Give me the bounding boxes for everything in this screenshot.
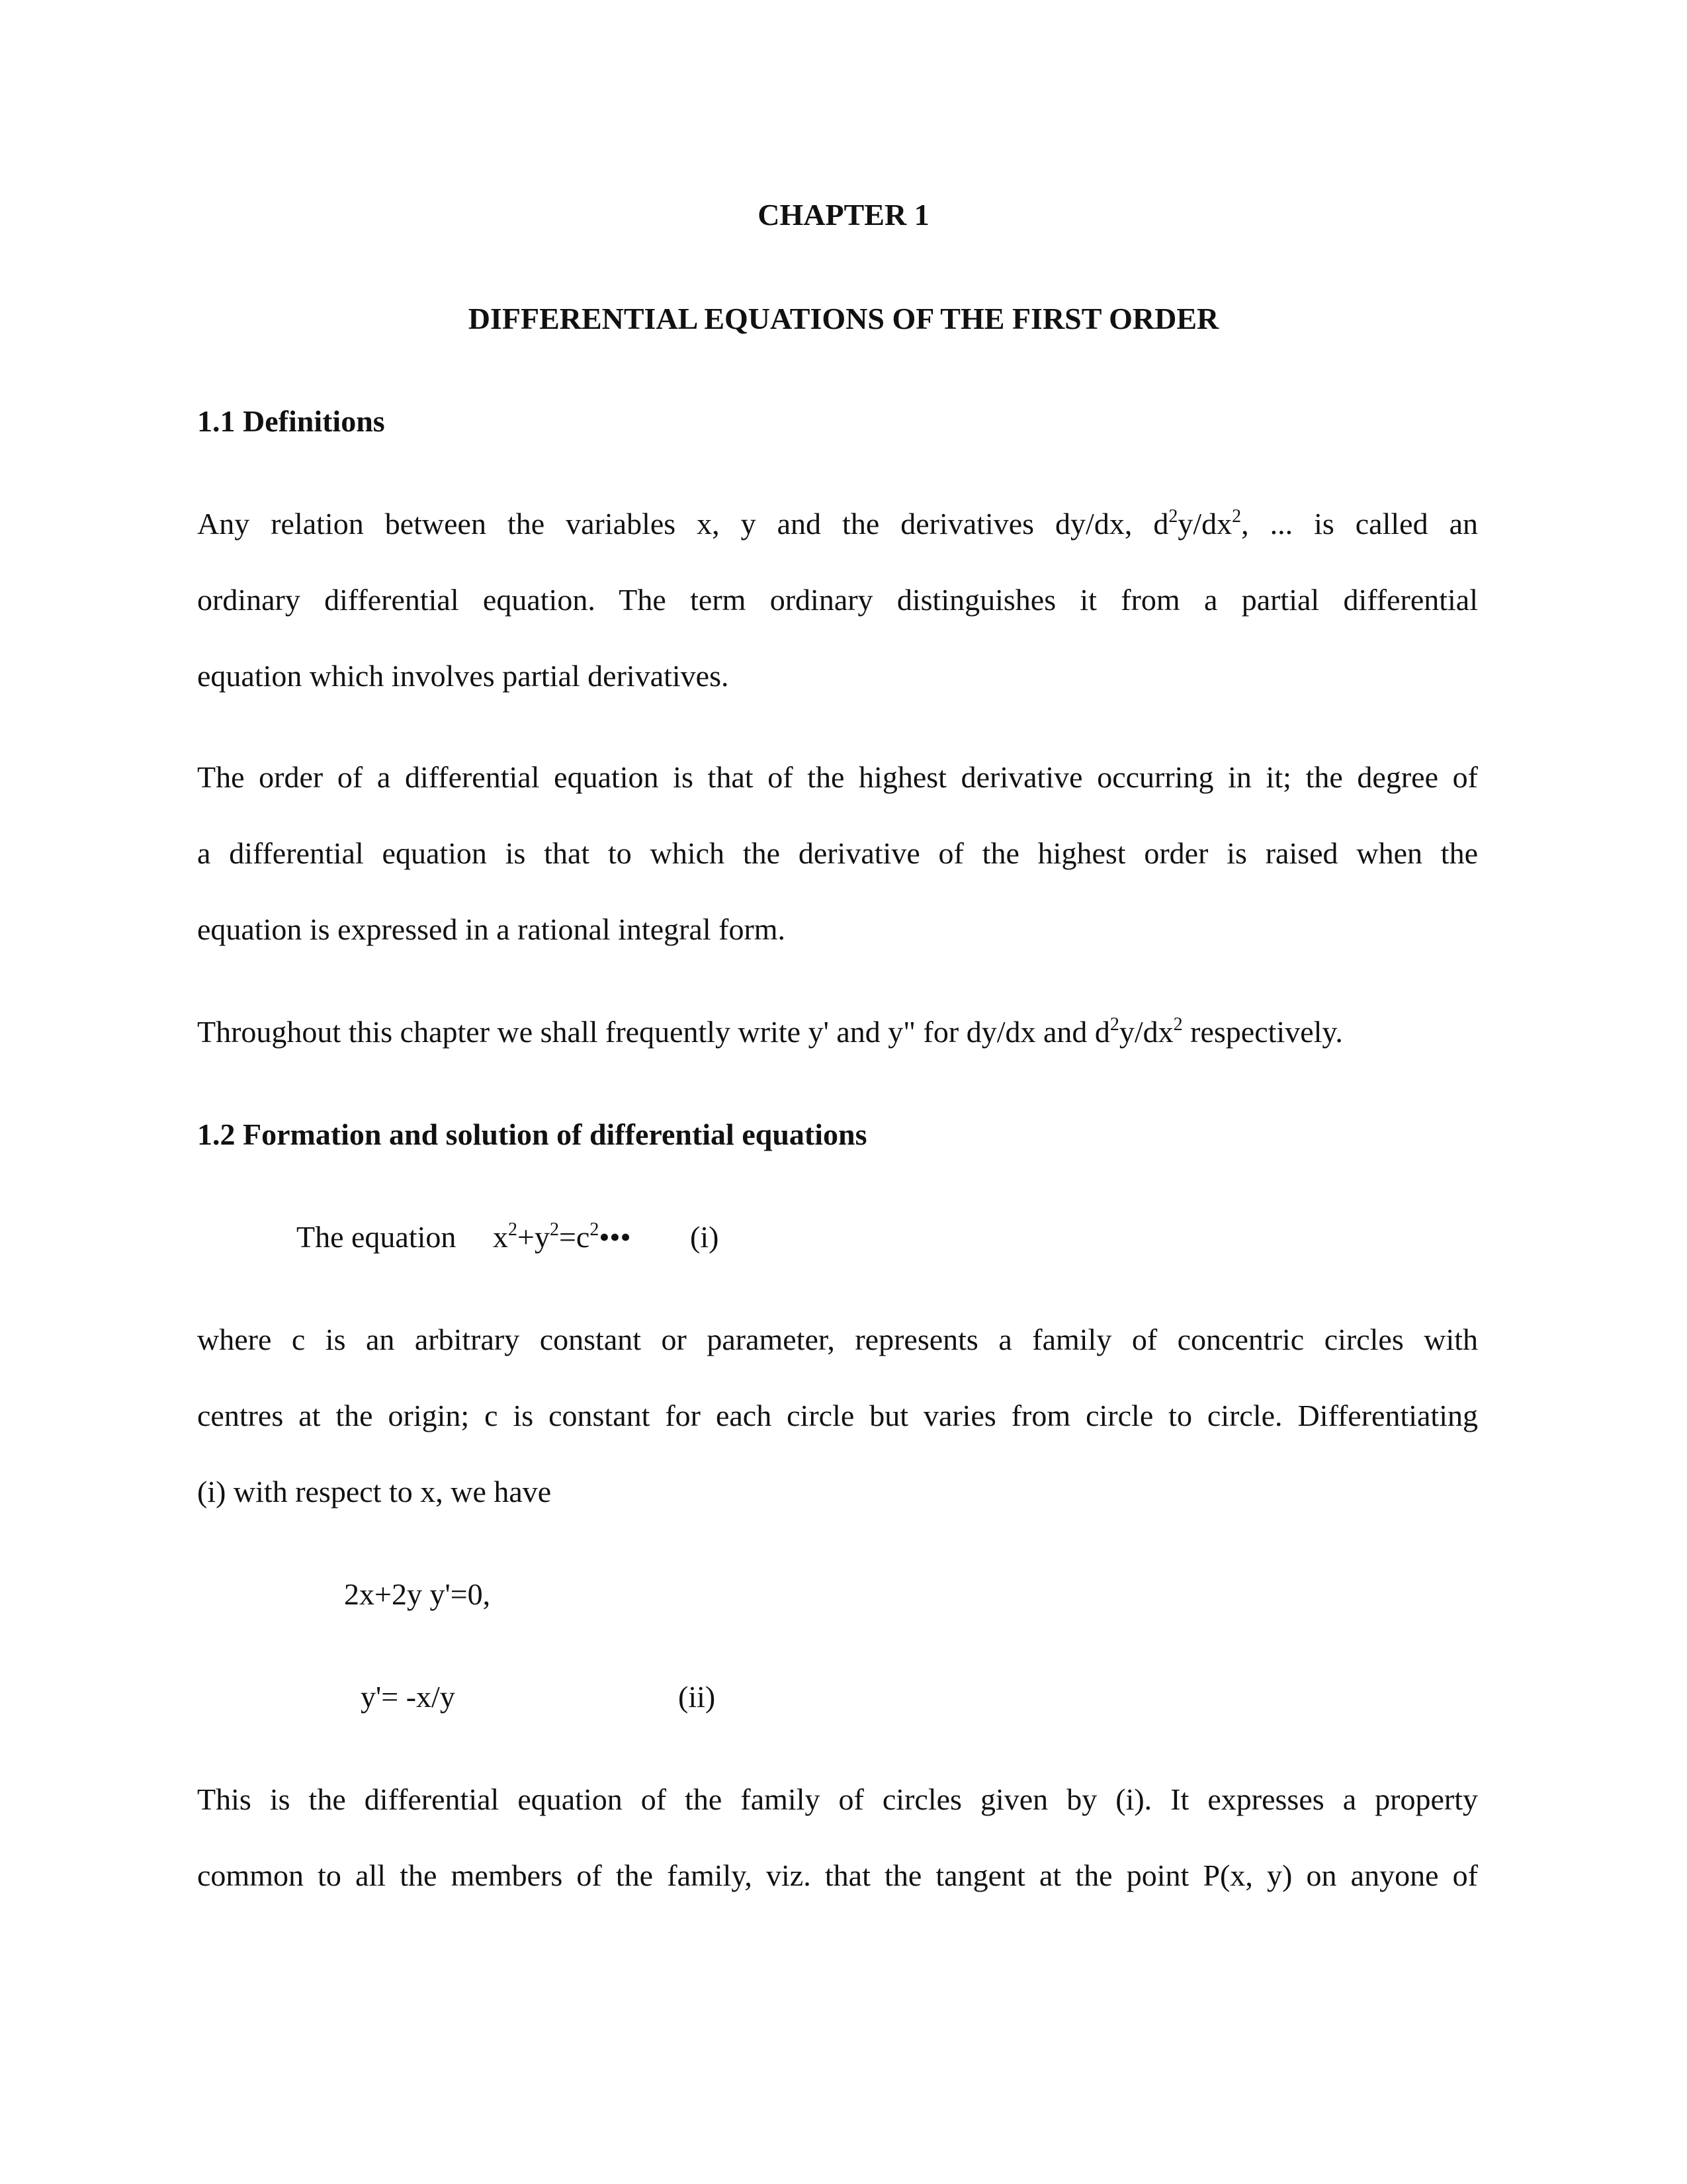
paragraph-line: a differential equation is that to which the derivative of the highest order is raised when the <box>197 836 1478 870</box>
paragraph-line: equation is expressed in a rational integral form. <box>197 912 786 946</box>
paragraph-line: The order of a differential equation is that of the highest derivative occurring in it; the degree of <box>197 760 1478 794</box>
equation-circle: $x^2+y^2=c^2•••$ <box>493 1219 631 1254</box>
equation-yprime: y'= -x/y <box>361 1680 455 1714</box>
paragraph-line: This is the differential equation of the family of circles given by (i). It expresses a property <box>197 1782 1478 1816</box>
section-heading-definitions: 1.1 Definitions <box>197 404 385 438</box>
paragraph-line: where c is an arbitrary constant or parameter, represents a family of concentric circles with <box>197 1323 1478 1356</box>
equation-intro: The equation <box>296 1220 456 1254</box>
section-heading-formation: 1.2 Formation and solution of differential equations <box>197 1117 867 1151</box>
paragraph-line: common to all the members of the family, viz. that the tangent at the point P(x, y) on anyone of <box>197 1858 1478 1892</box>
paragraph-line: equation which involves partial derivatives. <box>197 659 729 693</box>
chapter-title: DIFFERENTIAL EQUATIONS OF THE FIRST ORDER <box>468 302 1219 335</box>
equation-label-ii: (ii) <box>678 1680 716 1714</box>
chapter-label: CHAPTER 1 <box>757 198 930 232</box>
paragraph-line: (i) with respect to x, we have <box>197 1475 552 1508</box>
equation-derivative: 2x+2y y'=0, <box>344 1577 491 1611</box>
paragraph-line: ordinary differential equation. The term ordinary distinguishes it from a partial differential <box>197 583 1478 617</box>
equation-label-i: (i) <box>690 1220 719 1254</box>
paragraph-line: Any relation between the variables x, y and the derivatives dy/dx, $d^2y/dx^2$, ... is called an <box>197 506 1478 541</box>
paragraph-line: Throughout this chapter we shall frequently write y' and y" for dy/dx and $d^2y/dx^2$ respectively. <box>197 1014 1343 1049</box>
paragraph-line: centres at the origin; c is constant for each circle but varies from circle to circle. Differentiating <box>197 1399 1478 1432</box>
